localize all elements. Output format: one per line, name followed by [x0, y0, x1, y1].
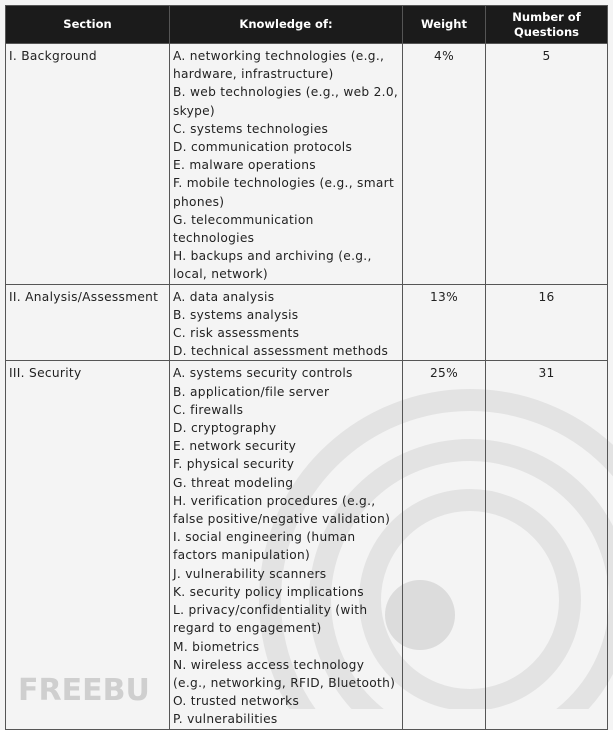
knowledge-cell — [170, 361, 403, 729]
knowledge-item: C. firewalls — [173, 402, 244, 417]
header-section: Section — [6, 6, 170, 44]
questions-cell: 16 — [486, 284, 608, 361]
knowledge-item: H. backups and archiving (e.g., local, network) — [173, 249, 372, 282]
exam-blueprint-table — [5, 5, 608, 730]
knowledge-cell — [170, 284, 403, 361]
knowledge-item: F. physical security — [173, 457, 295, 472]
table-header-row — [6, 6, 608, 44]
knowledge-item: B. systems analysis — [173, 307, 299, 322]
knowledge-item: G. threat modeling — [173, 475, 294, 490]
section-cell: III. Security — [6, 361, 170, 729]
knowledge-item: A. systems security controls — [173, 366, 353, 381]
knowledge-item: I. social engineering (human factors manipulation) — [173, 530, 356, 563]
knowledge-item: E. malware operations — [173, 158, 316, 173]
table-row — [6, 361, 608, 729]
header-weight: Weight — [403, 6, 486, 44]
knowledge-item: G. telecommunication technologies — [173, 212, 314, 246]
knowledge-item: N. wireless access technology (e.g., networking, RFID, Bluetooth) — [173, 657, 396, 690]
weight-cell: 13% — [403, 284, 486, 361]
knowledge-item: D. cryptography — [173, 421, 277, 436]
header-questions-line-1: Number of — [512, 9, 581, 24]
watermark-logo-text: FREEBU — [18, 673, 150, 708]
knowledge-item: C. risk assessments — [173, 326, 300, 341]
section-cell: I. Background — [6, 44, 170, 285]
knowledge-item: E. network security — [173, 439, 297, 454]
knowledge-item: A. networking technologies (e.g., hardware, infrastructure) — [173, 49, 385, 82]
knowledge-item: C. systems technologies — [173, 121, 329, 136]
knowledge-item: B. web technologies (e.g., web 2.0, skype) — [173, 85, 399, 118]
questions-cell: 31 — [486, 361, 608, 729]
knowledge-item: A. data analysis — [173, 289, 275, 304]
header-number-of-questions — [486, 6, 608, 44]
header-knowledge: Knowledge of: — [170, 6, 403, 44]
knowledge-item: P. vulnerabilities — [173, 712, 278, 727]
knowledge-item: D. technical assessment methods — [173, 344, 389, 359]
questions-cell: 5 — [486, 44, 608, 285]
knowledge-item: J. vulnerability scanners — [173, 566, 327, 581]
knowledge-item: M. biometrics — [173, 639, 260, 654]
table-row — [6, 44, 608, 285]
knowledge-item: O. trusted networks — [173, 694, 300, 709]
weight-cell: 4% — [403, 44, 486, 285]
knowledge-cell — [170, 44, 403, 285]
knowledge-item: L. privacy/confidentiality (with regard to engagement) — [173, 603, 368, 636]
table-row — [6, 284, 608, 361]
weight-cell: 25% — [403, 361, 486, 729]
knowledge-item: F. mobile technologies (e.g., smart phones) — [173, 176, 395, 209]
knowledge-item: K. security policy implications — [173, 584, 364, 599]
knowledge-item: D. communication protocols — [173, 140, 353, 155]
section-cell: II. Analysis/Assessment — [6, 284, 170, 361]
header-questions-line-2: Questions — [514, 24, 579, 39]
knowledge-item: B. application/file server — [173, 384, 330, 399]
knowledge-item: H. verification procedures (e.g., false positive/negative validation) — [173, 493, 391, 527]
